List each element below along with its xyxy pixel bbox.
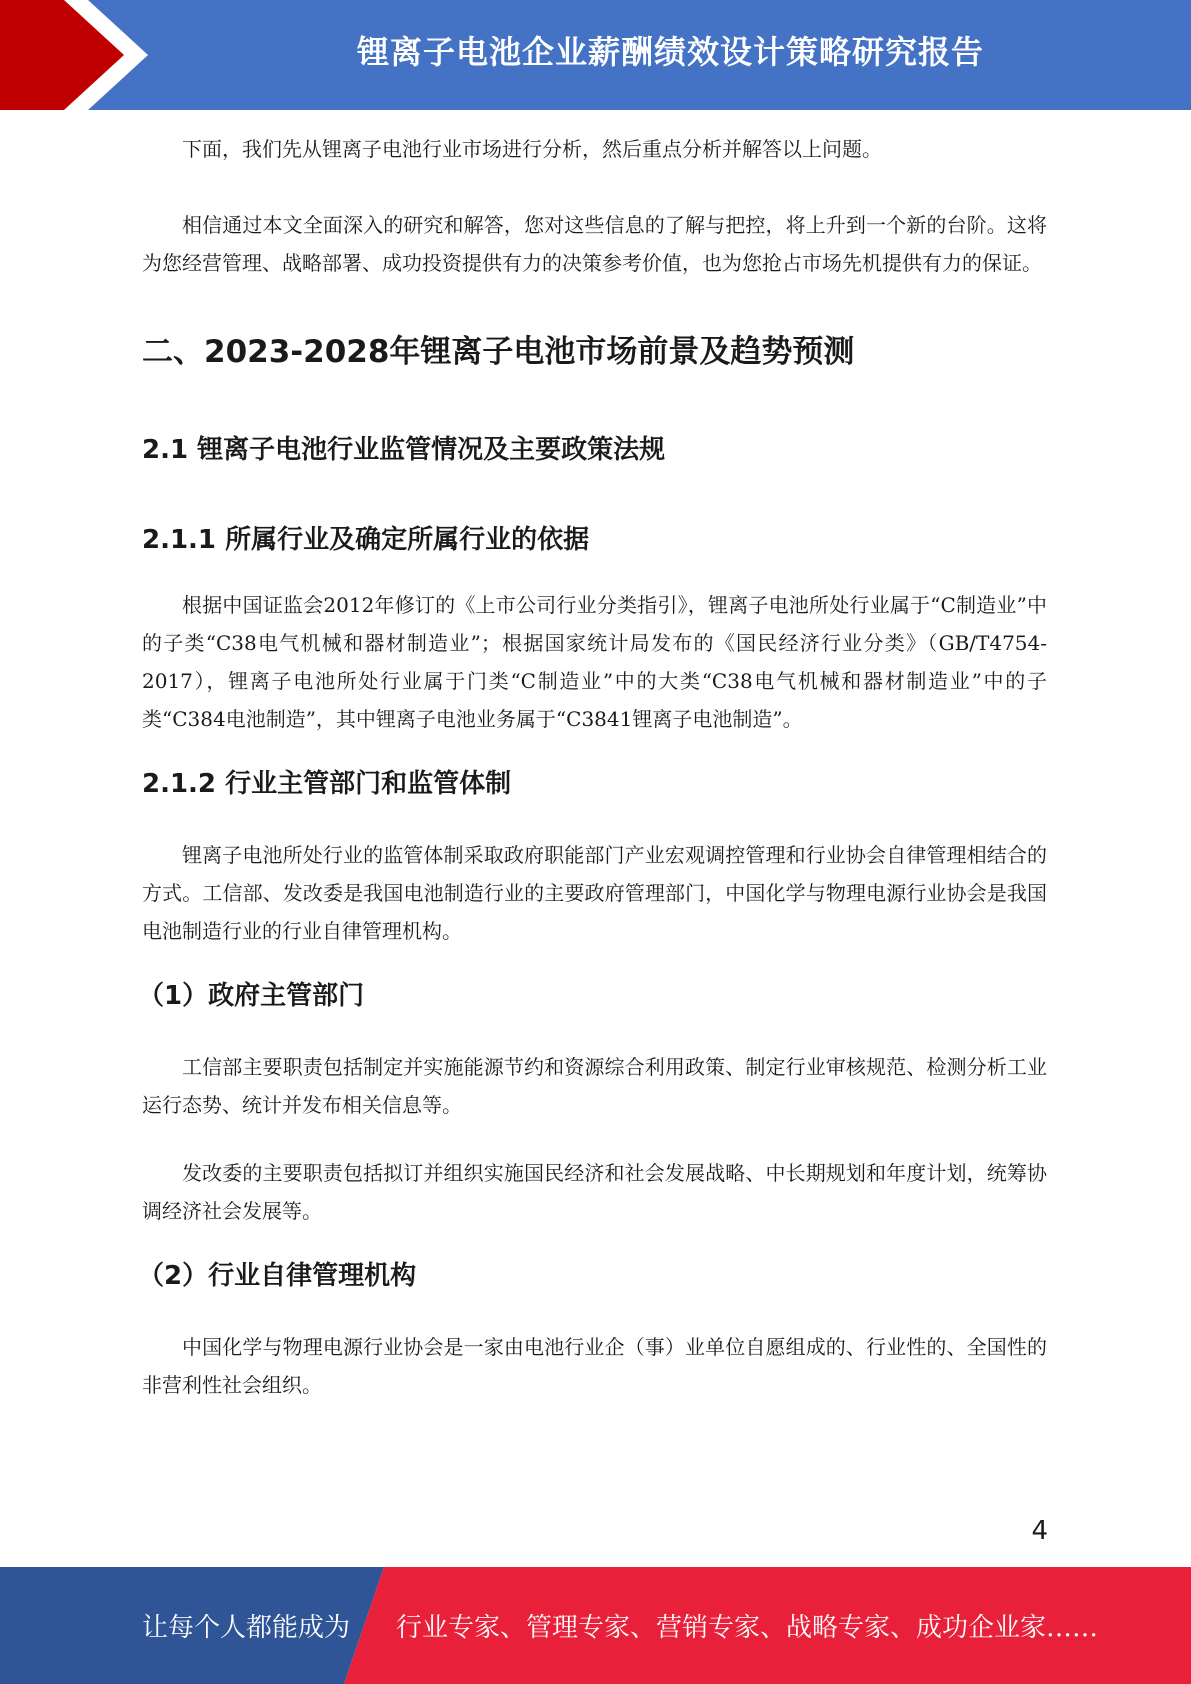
association-paragraph: 中国化学与物理电源行业协会是一家由电池行业企（事）业单位自愿组成的、行业性的、全国性的非营利性社会组织。 — [142, 1335, 1047, 1397]
report-title: 锂离子电池企业薪酬绩效设计策略研究报告 — [356, 33, 984, 71]
regulatory-system-paragraph: 锂离子电池所处行业的监管体制采取政府职能部门产业宏观调控管理和行业协会自律管理相结合的方式。工信部、发改委是我国电池制造行业的主要政府管理部门，中国化学与物理电源行业协会是我国电池制造行业的行业自律管理机构。 — [142, 843, 1047, 943]
section-heading-2-1: 2.1 锂离子电池行业监管情况及主要政策法规 — [142, 435, 666, 465]
page-header — [0, 0, 1191, 110]
footer-slogan-right: 行业专家、管理专家、营销专家、战略专家、成功企业家…… — [396, 1613, 1099, 1643]
section-heading-2-1-2: 2.1.2 行业主管部门和监管体制 — [142, 769, 512, 799]
header-arrow-decoration — [0, 0, 170, 110]
section-heading-2-1-1: 2.1.1 所属行业及确定所属行业的依据 — [142, 525, 590, 555]
intro-paragraph-2: 相信通过本文全面深入的研究和解答，您对这些信息的了解与把控，将上升到一个新的台阶。这将为您经营管理、战略部署、成功投资提供有力的决策参考价值，也为您抢占市场先机提供有力的保证。 — [142, 213, 1047, 275]
footer-slogan-left: 让每个人都能成为 — [142, 1613, 351, 1643]
gov-department-heading: （1）政府主管部门 — [138, 981, 365, 1011]
page-footer — [0, 1567, 1191, 1684]
page-content — [138, 130, 1047, 1404]
miit-paragraph: 工信部主要职责包括制定并实施能源节约和资源综合利用政策、制定行业审核规范、检测分析工业运行态势、统计并发布相关信息等。 — [142, 1055, 1047, 1117]
page-number: 4 — [1031, 1516, 1048, 1546]
intro-paragraph-1: 下面，我们先从锂离子电池行业市场进行分析，然后重点分析并解答以上问题。 — [182, 137, 882, 161]
industry-classification-paragraph: 根据中国证监会2012年修订的《上市公司行业分类指引》，锂离子电池所处行业属于“C制造业”中的子类“C38电气机械和器材制造业”；根据国家统计局发布的《国民经济行业分类》（GB/T4754-2017），锂离子电池所处行业属于门类“C制造业”中的大类“C38电气机械和器材制造业”中的子类“C384电池制造”，其中锂离子电池业务属于“C3841锂离子电池制造”。 — [142, 593, 1047, 731]
industry-association-heading: （2）行业自律管理机构 — [138, 1261, 417, 1291]
chapter-heading: 二、2023-2028年锂离子电池市场前景及趋势预测 — [142, 334, 855, 370]
ndrc-paragraph: 发改委的主要职责包括拟订并组织实施国民经济和社会发展战略、中长期规划和年度计划，统筹协调经济社会发展等。 — [142, 1161, 1047, 1223]
